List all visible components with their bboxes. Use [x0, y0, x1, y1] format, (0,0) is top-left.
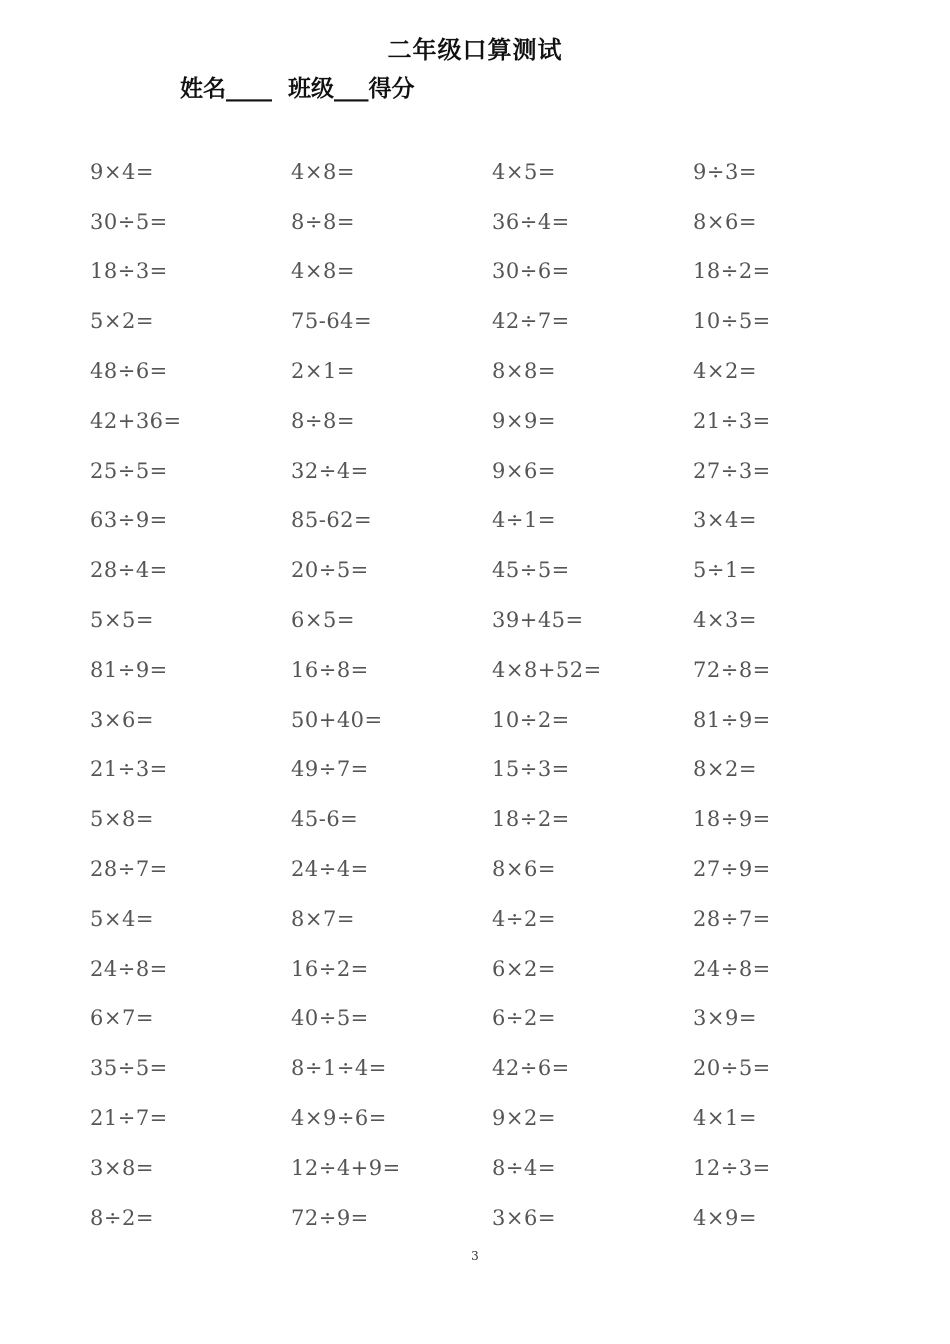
problem-row — [90, 844, 910, 894]
math-problem: 5×2= — [90, 309, 154, 334]
math-problem: 27÷9= — [693, 857, 771, 882]
math-problem: 21÷7= — [90, 1106, 168, 1131]
problem-row — [90, 944, 910, 994]
math-problem: 3×9= — [693, 1006, 757, 1031]
math-problem: 4÷1= — [492, 508, 556, 533]
math-problem: 8×2= — [693, 757, 757, 782]
problem-row — [90, 994, 910, 1044]
math-problem: 5×8= — [90, 807, 154, 832]
math-problem: 6×5= — [291, 608, 355, 633]
problem-row — [90, 1193, 910, 1243]
math-problem: 45÷5= — [492, 558, 570, 583]
math-problem: 16÷8= — [291, 657, 369, 682]
math-problem: 8÷8= — [291, 408, 355, 433]
math-problem: 81÷9= — [693, 707, 771, 732]
problem-row — [90, 695, 910, 745]
math-problem: 20÷5= — [693, 1056, 771, 1081]
math-problem: 18÷3= — [90, 259, 168, 284]
math-problem: 30÷5= — [90, 209, 168, 234]
math-problem: 6×7= — [90, 1006, 154, 1031]
math-problem: 16÷2= — [291, 956, 369, 981]
math-problem: 12÷4+9= — [291, 1155, 401, 1180]
math-problem: 15÷3= — [492, 757, 570, 782]
math-problem: 4×8= — [291, 159, 355, 184]
problem-row — [90, 645, 910, 695]
math-problem: 63÷9= — [90, 508, 168, 533]
math-problem: 20÷5= — [291, 558, 369, 583]
math-problem: 18÷2= — [492, 807, 570, 832]
math-problem: 8×6= — [492, 857, 556, 882]
problem-row — [90, 794, 910, 844]
math-problem: 4×3= — [693, 608, 757, 633]
problem-row — [90, 197, 910, 247]
math-problem: 8×7= — [291, 906, 355, 931]
problem-row — [90, 247, 910, 297]
math-problem: 4×1= — [693, 1106, 757, 1131]
math-problem: 24÷4= — [291, 857, 369, 882]
math-problem: 8÷4= — [492, 1155, 556, 1180]
math-problem: 9×4= — [90, 159, 154, 184]
math-problem: 75-64= — [291, 309, 373, 334]
problem-row — [90, 147, 910, 197]
math-problem: 72÷9= — [291, 1205, 369, 1230]
math-problem: 4×8= — [291, 259, 355, 284]
math-problem: 9×9= — [492, 408, 556, 433]
math-problem: 18÷2= — [693, 259, 771, 284]
math-problem: 6÷2= — [492, 1006, 556, 1031]
math-problem: 4÷2= — [492, 906, 556, 931]
math-problem: 85-62= — [291, 508, 373, 533]
problem-row — [90, 595, 910, 645]
math-problem: 8×8= — [492, 359, 556, 384]
math-problem: 5÷1= — [693, 558, 757, 583]
math-problem: 72÷8= — [693, 657, 771, 682]
math-problem: 10÷2= — [492, 707, 570, 732]
problem-grid — [90, 147, 910, 1243]
math-problem: 24÷8= — [90, 956, 168, 981]
math-problem: 40÷5= — [291, 1006, 369, 1031]
problem-row — [90, 296, 910, 346]
problem-row — [90, 1143, 910, 1193]
math-problem: 28÷7= — [693, 906, 771, 931]
math-problem: 4×9= — [693, 1205, 757, 1230]
math-problem: 25÷5= — [90, 458, 168, 483]
math-problem: 8÷2= — [90, 1205, 154, 1230]
problem-row — [90, 745, 910, 795]
math-problem: 42÷7= — [492, 309, 570, 334]
math-problem: 18÷9= — [693, 807, 771, 832]
problem-row — [90, 894, 910, 944]
math-problem: 3×8= — [90, 1155, 154, 1180]
math-problem: 48÷6= — [90, 359, 168, 384]
math-problem: 4×2= — [693, 359, 757, 384]
math-problem: 5×5= — [90, 608, 154, 633]
math-problem: 30÷6= — [492, 259, 570, 284]
math-problem: 49÷7= — [291, 757, 369, 782]
student-info-line: 姓名____ 班级___得分 — [180, 76, 415, 102]
math-problem: 9÷3= — [693, 159, 757, 184]
problem-row — [90, 446, 910, 496]
problem-row — [90, 545, 910, 595]
math-problem: 32÷4= — [291, 458, 369, 483]
math-problem: 42÷6= — [492, 1056, 570, 1081]
math-problem: 28÷7= — [90, 857, 168, 882]
problem-row — [90, 1093, 910, 1143]
math-problem: 8×6= — [693, 209, 757, 234]
page-number: 3 — [471, 1249, 479, 1263]
math-problem: 4×9÷6= — [291, 1106, 387, 1131]
problem-row — [90, 346, 910, 396]
math-problem: 9×2= — [492, 1106, 556, 1131]
math-problem: 8÷1÷4= — [291, 1056, 387, 1081]
math-problem: 6×2= — [492, 956, 556, 981]
math-problem: 42+36= — [90, 408, 182, 433]
math-problem: 36÷4= — [492, 209, 570, 234]
math-problem: 3×6= — [90, 707, 154, 732]
math-problem: 12÷3= — [693, 1155, 771, 1180]
math-problem: 10÷5= — [693, 309, 771, 334]
math-problem: 9×6= — [492, 458, 556, 483]
math-problem: 2×1= — [291, 359, 355, 384]
math-problem: 45-6= — [291, 807, 359, 832]
page-title: 二年级口算测试 — [387, 36, 563, 64]
math-problem: 28÷4= — [90, 558, 168, 583]
problem-row — [90, 496, 910, 546]
problem-row — [90, 1043, 910, 1093]
math-problem: 3×6= — [492, 1205, 556, 1230]
math-problem: 21÷3= — [90, 757, 168, 782]
math-problem: 81÷9= — [90, 657, 168, 682]
math-problem: 27÷3= — [693, 458, 771, 483]
problem-row — [90, 396, 910, 446]
math-problem: 35÷5= — [90, 1056, 168, 1081]
math-problem: 8÷8= — [291, 209, 355, 234]
math-problem: 39+45= — [492, 608, 584, 633]
math-problem: 3×4= — [693, 508, 757, 533]
math-problem: 4×5= — [492, 159, 556, 184]
math-problem: 5×4= — [90, 906, 154, 931]
math-problem: 50+40= — [291, 707, 383, 732]
math-problem: 4×8+52= — [492, 657, 602, 682]
math-problem: 24÷8= — [693, 956, 771, 981]
math-problem: 21÷3= — [693, 408, 771, 433]
